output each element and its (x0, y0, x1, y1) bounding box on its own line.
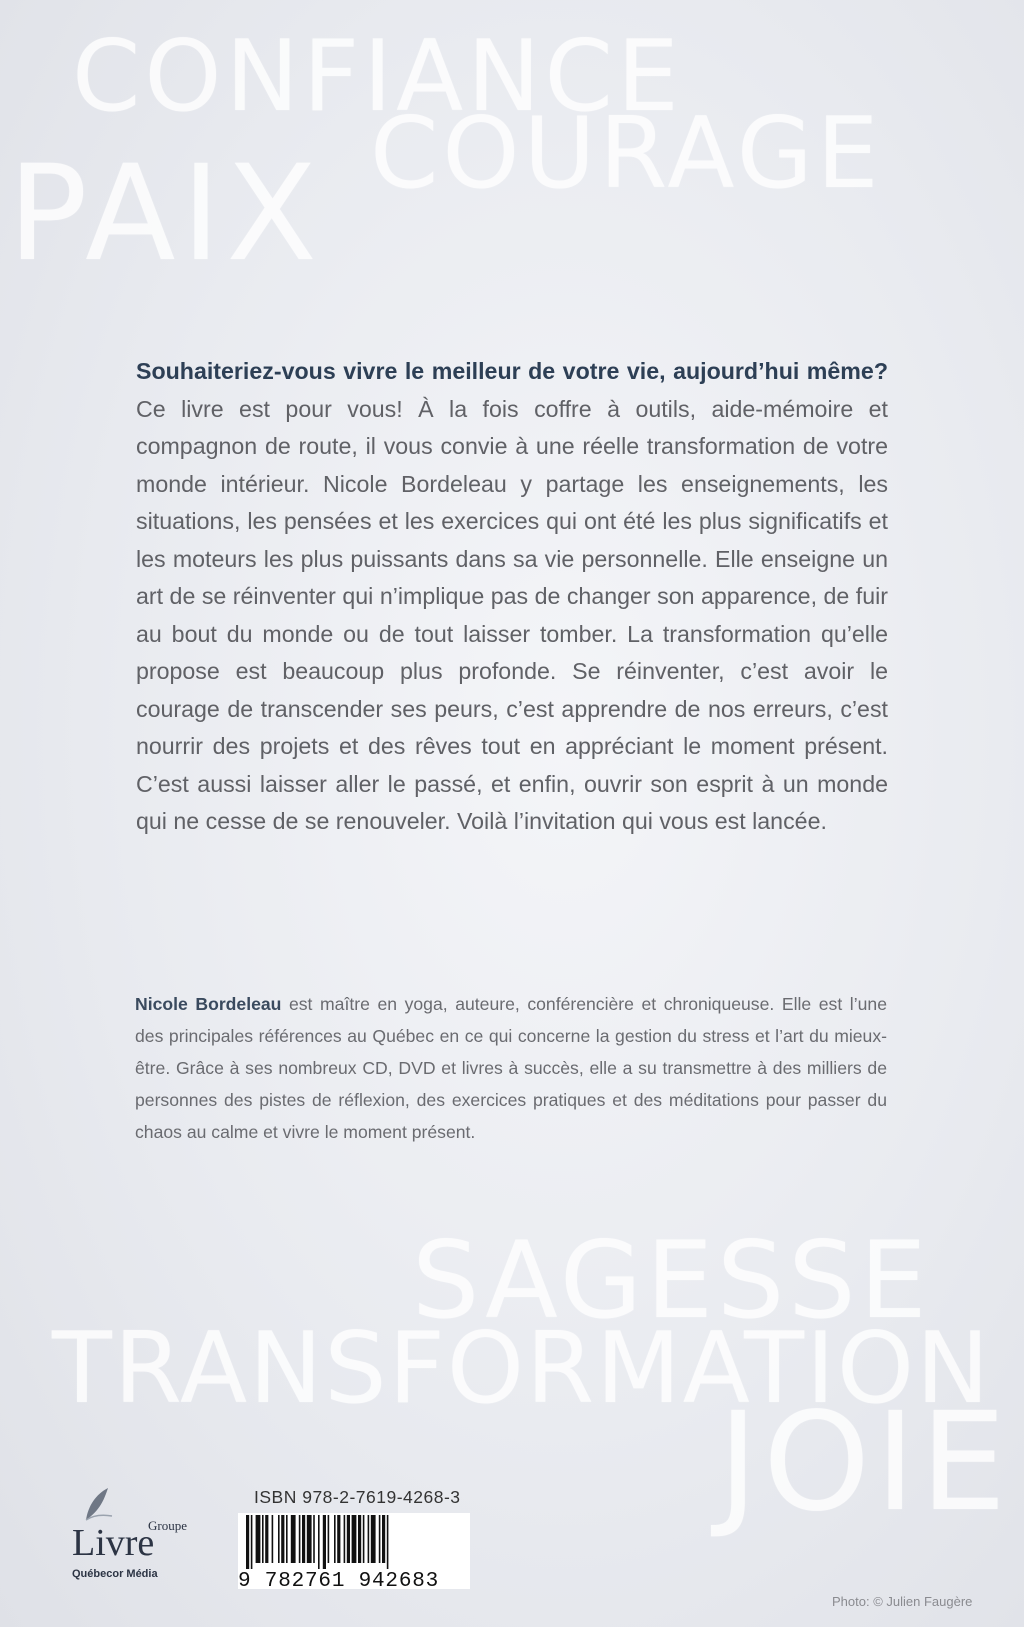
barcode-bar (337, 1515, 340, 1563)
barcode-bar (358, 1515, 361, 1563)
barcode-bar (299, 1515, 301, 1563)
photo-credit: Photo: © Julien Faugère (832, 1594, 973, 1609)
barcode-bar (313, 1515, 315, 1563)
author-name: Nicole Bordeleau (135, 994, 282, 1014)
barcode-bar (387, 1515, 389, 1569)
logo-groupe-text: Groupe (148, 1518, 187, 1533)
barcode-bar (328, 1515, 330, 1563)
watermark-sagesse: SAGESSE (412, 1219, 931, 1342)
barcode-bar (307, 1515, 312, 1563)
barcode-bar (318, 1515, 320, 1569)
barcode-bar (368, 1515, 370, 1563)
watermark-transformation: TRANSFORMATION (52, 1312, 992, 1426)
barcode-bar (256, 1515, 261, 1563)
barcode-bar (281, 1515, 284, 1563)
logo-livre-text: Livre (72, 1522, 155, 1564)
barcode-bar (363, 1515, 365, 1563)
barcode-bar (352, 1515, 357, 1563)
barcode-bar (291, 1515, 296, 1563)
publisher-logo (60, 1484, 187, 1580)
watermark-joie: JOIE (718, 1384, 1012, 1542)
watermark-confiance: CONFIANCE (72, 20, 683, 134)
barcode-bar (278, 1515, 280, 1563)
watermark-paix: PAIX (8, 137, 323, 291)
blurb-lead: Souhaiteriez-vous vivre le meilleur de votre vie, aujourd’hui même? (136, 358, 888, 384)
barcode (238, 1513, 470, 1593)
barcode-bar (262, 1515, 264, 1563)
barcode-bar (371, 1515, 376, 1563)
barcode-bar (344, 1515, 346, 1563)
leaf-icon (78, 1486, 118, 1526)
barcode-bar (265, 1515, 268, 1563)
isbn-label: ISBN 978-2-7619-4268-3 (254, 1487, 461, 1507)
author-bio (135, 988, 887, 1148)
barcode-bar (323, 1515, 326, 1569)
barcode-bar (251, 1515, 253, 1569)
bio-text: est maître en yoga, auteure, conférencière et chroniqueuse. Elle est l’une des principales références au Québec en ce qui concerne la gestion du stress et l’art du mieux-être. Grâce à ses nombreux CD, DVD et livres à succès, elle a su transmettre à des milliers de personnes des pistes de réflexion, des exercices pratiques et des méditations pour passer du chaos au calme et vivre le moment présent. (135, 994, 887, 1142)
barcode-bar (334, 1515, 336, 1563)
barcode-bar (347, 1515, 350, 1563)
barcode-bar (382, 1515, 385, 1563)
blurb-body: Ce livre est pour vous! À la fois coffre à outils, aide-mémoire et compagnon de route, il vous convie à une réelle transformation de votre monde intérieur. Nicole Bordeleau y partage les enseignements, les situations, les pensées et les exercices qui ont été les plus significatifs et les moteurs les plus puissants dans sa vie personnelle. Elle enseigne un art de se réinventer qui n’implique pas de changer son apparence, de fuir au bout du monde ou de tout laisser tomber. La transformation qu’elle propose est beaucoup plus profonde. Se réinventer, c’est avoir le courage de transcender ses peurs, c’est apprendre de nos erreurs, c’est nourrir des projets et des rêves tout en appréciant le moment présent. C’est aussi laisser aller le passé, et enfin, ouvrir son esprit à un monde qui ne cesse de se renouveler. Voilà l’invitation qui vous est lancée. (136, 395, 888, 834)
barcode-bar (379, 1515, 381, 1563)
barcode-bars-icon (246, 1515, 462, 1569)
barcode-digits: 9 782761 942683 (238, 1570, 440, 1593)
barcode-bar (286, 1515, 288, 1563)
logo-quebecor-text: Québecor Média (72, 1568, 158, 1580)
barcode-bar (272, 1515, 274, 1563)
barcode-bar (246, 1515, 249, 1569)
book-blurb (136, 353, 888, 841)
barcode-bar (302, 1515, 305, 1563)
watermark-courage: COURAGE (370, 97, 883, 211)
